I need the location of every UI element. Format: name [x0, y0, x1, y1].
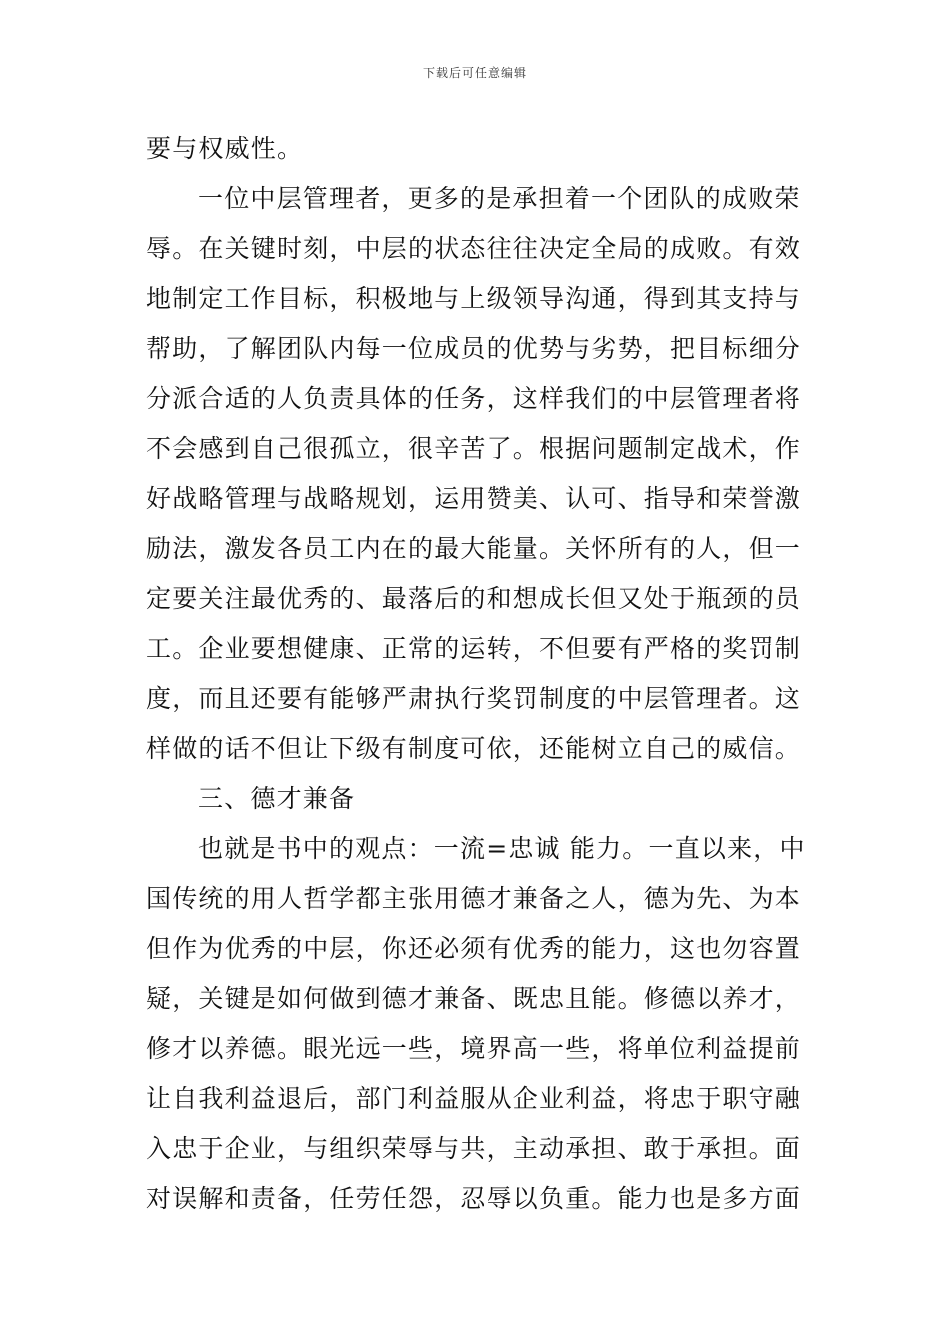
page-header: 下载后可任意编辑	[422, 66, 527, 80]
text-line: 定要关注最优秀的、最落后的和想成长但又处于瓶颈的员	[146, 584, 802, 613]
text-line: 帮助，了解团队内每一位成员的优势与劣势，把目标细分	[146, 334, 802, 363]
text-line: 度，而且还要有能够严肃执行奖罚制度的中层管理者。这	[146, 684, 802, 713]
text-line: 分派合适的人负责具体的任务，这样我们的中层管理者将	[146, 384, 802, 413]
text-line: 对误解和责备，任劳任怨，忍辱以负重。能力也是多方面	[146, 1184, 802, 1213]
paragraph-start-line: 一位中层管理者，更多的是承担着一个团队的成败荣	[198, 184, 801, 213]
text-line: 工。企业要想健康、正常的运转，不但要有严格的奖罚制	[146, 634, 802, 663]
text-line: 辱。在关键时刻，中层的状态往往决定全局的成败。有效	[146, 234, 802, 263]
text-line: 样做的话不但让下级有制度可依，还能树立自己的威信。	[146, 734, 802, 763]
text-line: 疑，关键是如何做到德才兼备、既忠且能。修德以养才，	[146, 984, 802, 1013]
text-line: 让自我利益退后，部门利益服从企业利益，将忠于职守融	[146, 1084, 802, 1113]
document-body	[146, 124, 806, 1224]
text-line: 好战略管理与战略规划，运用赞美、认可、指导和荣誉激	[146, 484, 802, 513]
paragraph-start-line: 也就是书中的观点：一流=忠诚 能力。一直以来，中	[198, 834, 806, 863]
text-line: 地制定工作目标，积极地与上级领导沟通，得到其支持与	[146, 284, 802, 313]
section-heading: 三、德才兼备	[198, 784, 356, 813]
text-line: 国传统的用人哲学都主张用德才兼备之人，德为先、为本	[146, 884, 802, 913]
text-line: 不会感到自己很孤立，很辛苦了。根据问题制定战术，作	[146, 434, 802, 463]
text-line: 但作为优秀的中层，你还必须有优秀的能力，这也勿容置	[146, 934, 802, 963]
text-line: 入忠于企业，与组织荣辱与共，主动承担、敢于承担。面	[146, 1134, 802, 1163]
text-line: 修才以养德。眼光远一些，境界高一些，将单位利益提前	[146, 1034, 802, 1063]
text-line: 要与权威性。	[146, 134, 304, 163]
text-line: 励法，激发各员工内在的最大能量。关怀所有的人，但一	[146, 534, 802, 563]
